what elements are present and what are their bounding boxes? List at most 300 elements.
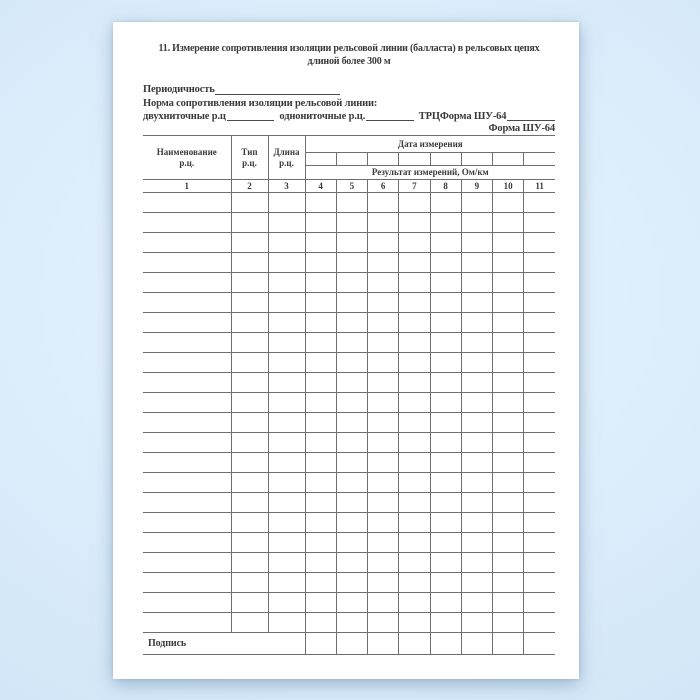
header-length-line1: Длина [273, 146, 300, 157]
column-number: 10 [493, 180, 524, 193]
empty-cell [430, 473, 461, 493]
empty-cell [305, 193, 336, 213]
empty-cell [336, 393, 367, 413]
empty-cell [143, 373, 231, 393]
empty-cell [430, 513, 461, 533]
table-row [143, 553, 555, 573]
empty-cell [524, 253, 555, 273]
empty-cell [430, 433, 461, 453]
empty-cell [268, 253, 305, 273]
empty-cell [305, 393, 336, 413]
empty-cell [231, 393, 268, 413]
empty-cell [268, 593, 305, 613]
empty-cell [368, 193, 399, 213]
empty-cell [336, 373, 367, 393]
empty-cell [231, 373, 268, 393]
table-row [143, 433, 555, 453]
empty-cell [143, 453, 231, 473]
empty-cell [493, 353, 524, 373]
empty-cell [524, 213, 555, 233]
empty-cell [430, 613, 461, 633]
empty-cell [524, 273, 555, 293]
empty-cell [368, 273, 399, 293]
empty-cell [430, 453, 461, 473]
column-number: 2 [231, 180, 268, 193]
empty-cell [143, 533, 231, 553]
empty-cell [368, 553, 399, 573]
empty-cell [143, 573, 231, 593]
empty-cell [493, 333, 524, 353]
empty-cell [430, 253, 461, 273]
empty-cell [336, 213, 367, 233]
empty-cell [399, 333, 430, 353]
empty-cell [368, 413, 399, 433]
empty-cell [430, 573, 461, 593]
empty-cell [268, 273, 305, 293]
empty-cell [268, 193, 305, 213]
empty-cell [461, 613, 492, 633]
empty-cell [143, 393, 231, 413]
empty-cell [231, 493, 268, 513]
empty-cell [143, 193, 231, 213]
empty-cell [461, 413, 492, 433]
empty-cell [368, 613, 399, 633]
signature-row [143, 633, 555, 655]
empty-cell [143, 473, 231, 493]
empty-cell [368, 233, 399, 253]
table-row [143, 313, 555, 333]
empty-cell [143, 613, 231, 633]
empty-cell [305, 513, 336, 533]
empty-cell [493, 613, 524, 633]
empty-cell [231, 313, 268, 333]
periodicity-blank-line [215, 83, 340, 95]
empty-cell [524, 413, 555, 433]
empty-cell [399, 433, 430, 453]
column-number: 9 [461, 180, 492, 193]
empty-cell [231, 193, 268, 213]
empty-cell [430, 553, 461, 573]
empty-cell [268, 233, 305, 253]
empty-cell [399, 233, 430, 253]
table-row [143, 293, 555, 313]
empty-cell [336, 413, 367, 433]
empty-cell [305, 373, 336, 393]
empty-cell [399, 573, 430, 593]
empty-cell [524, 313, 555, 333]
empty-cell [268, 613, 305, 633]
empty-cell [368, 373, 399, 393]
norm-values-line [143, 110, 555, 123]
empty-cell [336, 193, 367, 213]
empty-cell [399, 253, 430, 273]
empty-cell [305, 293, 336, 313]
empty-cell [430, 213, 461, 233]
empty-cell [493, 253, 524, 273]
empty-cell [268, 433, 305, 453]
document-page [113, 22, 579, 679]
empty-cell [430, 233, 461, 253]
empty-cell [430, 493, 461, 513]
empty-cell [368, 593, 399, 613]
page-title [143, 43, 555, 68]
empty-cell [336, 353, 367, 373]
empty-cell [493, 293, 524, 313]
empty-cell [493, 493, 524, 513]
date-entry-cell [493, 153, 524, 166]
empty-cell [231, 433, 268, 453]
trc-form-label: ТРЦФорма ШУ-64 [418, 111, 507, 122]
empty-cell [336, 473, 367, 493]
header-row-top [143, 136, 555, 153]
empty-cell [399, 533, 430, 553]
empty-cell [524, 373, 555, 393]
date-entry-cell [430, 153, 461, 166]
empty-cell [430, 273, 461, 293]
empty-cell [524, 433, 555, 453]
table-row [143, 473, 555, 493]
empty-cell [524, 493, 555, 513]
column-number: 3 [268, 180, 305, 193]
empty-cell [461, 393, 492, 413]
empty-cell [305, 453, 336, 473]
empty-cell [461, 293, 492, 313]
table-row [143, 493, 555, 513]
empty-cell [493, 573, 524, 593]
empty-cell [493, 553, 524, 573]
header-type-line1: Тип [241, 146, 258, 157]
empty-cell [430, 293, 461, 313]
date-entry-cell [461, 153, 492, 166]
signature-empty-cell [493, 633, 524, 655]
empty-cell [143, 273, 231, 293]
column-number: 6 [368, 180, 399, 193]
empty-cell [368, 333, 399, 353]
page-content [113, 22, 579, 655]
empty-cell [231, 593, 268, 613]
empty-cell [399, 393, 430, 413]
signature-empty-cell [399, 633, 430, 655]
header-name-line2: р.ц. [179, 157, 195, 168]
empty-cell [461, 253, 492, 273]
empty-cell [143, 433, 231, 453]
empty-cell [524, 233, 555, 253]
empty-cell [368, 353, 399, 373]
empty-cell [524, 533, 555, 553]
empty-cell [368, 533, 399, 553]
empty-cell [336, 273, 367, 293]
header-type-rc [231, 136, 268, 180]
empty-cell [336, 253, 367, 273]
empty-cell [305, 433, 336, 453]
empty-cell [336, 613, 367, 633]
empty-cell [493, 533, 524, 553]
table-row [143, 573, 555, 593]
empty-cell [268, 573, 305, 593]
empty-cell [336, 573, 367, 593]
empty-cell [231, 293, 268, 313]
empty-cell [524, 333, 555, 353]
empty-cell [231, 473, 268, 493]
empty-cell [305, 253, 336, 273]
column-number: 4 [305, 180, 336, 193]
empty-cell [231, 233, 268, 253]
empty-cell [430, 393, 461, 413]
empty-cell [430, 313, 461, 333]
one-thread-label: однониточные р.ц. [279, 111, 366, 122]
empty-cell [524, 593, 555, 613]
empty-cell [430, 333, 461, 353]
periodicity-line [143, 83, 555, 96]
empty-cell [399, 593, 430, 613]
empty-cell [399, 473, 430, 493]
empty-cell [231, 533, 268, 553]
empty-cell [399, 353, 430, 373]
empty-cell [143, 253, 231, 273]
signature-label: Подпись [143, 633, 305, 655]
empty-cell [305, 533, 336, 553]
table-row [143, 373, 555, 393]
empty-cell [268, 293, 305, 313]
trc-blank-line [507, 120, 555, 121]
empty-cell [461, 533, 492, 553]
column-number: 1 [143, 180, 231, 193]
empty-cell [143, 293, 231, 313]
empty-cell [368, 213, 399, 233]
empty-cell [305, 413, 336, 433]
column-number: 7 [399, 180, 430, 193]
empty-cell [524, 513, 555, 533]
empty-cell [368, 393, 399, 413]
empty-cell [336, 313, 367, 333]
empty-cell [461, 573, 492, 593]
empty-cell [368, 433, 399, 453]
empty-cell [461, 373, 492, 393]
empty-cell [268, 353, 305, 373]
header-name-line1: Наименование [156, 146, 217, 157]
empty-cell [336, 453, 367, 473]
header-result-span: Результат измерений, Ом/км [305, 166, 555, 180]
empty-cell [231, 253, 268, 273]
empty-cell [368, 293, 399, 313]
empty-cell [430, 373, 461, 393]
empty-cell [461, 313, 492, 333]
empty-cell [368, 493, 399, 513]
empty-cell [336, 513, 367, 533]
empty-cell [368, 453, 399, 473]
title-line-1: 11. Измерение сопротивления изоляции рельсовой линии (балласта) в рельсовых цепях [158, 43, 540, 54]
empty-cell [231, 613, 268, 633]
empty-cell [493, 393, 524, 413]
empty-cell [268, 213, 305, 233]
table-row [143, 193, 555, 213]
empty-cell [524, 393, 555, 413]
table-row [143, 513, 555, 533]
empty-cell [493, 453, 524, 473]
empty-cell [336, 493, 367, 513]
empty-cell [268, 313, 305, 333]
empty-cell [268, 413, 305, 433]
empty-cell [430, 533, 461, 553]
empty-cell [368, 573, 399, 593]
table-row [143, 453, 555, 473]
empty-cell [399, 413, 430, 433]
empty-cell [305, 213, 336, 233]
empty-cell [336, 233, 367, 253]
empty-cell [305, 613, 336, 633]
empty-cell [461, 593, 492, 613]
signature-empty-cell [305, 633, 336, 655]
empty-cell [461, 193, 492, 213]
empty-cell [493, 593, 524, 613]
empty-cell [143, 513, 231, 533]
empty-cell [524, 453, 555, 473]
header-name-rc [143, 136, 231, 180]
empty-cell [336, 433, 367, 453]
empty-cell [268, 533, 305, 553]
empty-cell [368, 513, 399, 533]
empty-cell [461, 273, 492, 293]
empty-cell [268, 333, 305, 353]
empty-cell [368, 313, 399, 333]
empty-cell [461, 333, 492, 353]
empty-cell [143, 233, 231, 253]
empty-cell [268, 553, 305, 573]
empty-cell [399, 313, 430, 333]
empty-cell [336, 333, 367, 353]
empty-cell [461, 553, 492, 573]
empty-cell [399, 293, 430, 313]
column-numbers-row [143, 180, 555, 193]
empty-cell [524, 473, 555, 493]
empty-cell [524, 613, 555, 633]
empty-cell [143, 593, 231, 613]
table-row [143, 613, 555, 633]
empty-cell [336, 553, 367, 573]
date-entry-cell [524, 153, 555, 166]
empty-cell [493, 233, 524, 253]
empty-cell [493, 273, 524, 293]
empty-cell [231, 413, 268, 433]
empty-cell [231, 273, 268, 293]
empty-cell [524, 193, 555, 213]
empty-cell [399, 493, 430, 513]
empty-cell [268, 453, 305, 473]
table-row [143, 333, 555, 353]
signature-empty-cell [461, 633, 492, 655]
empty-cell [336, 533, 367, 553]
empty-cell [399, 613, 430, 633]
empty-cell [399, 553, 430, 573]
empty-cell [461, 433, 492, 453]
date-entry-cell [368, 153, 399, 166]
form-code-label: Форма ШУ-64 [488, 123, 555, 134]
table-row [143, 393, 555, 413]
empty-cell [461, 233, 492, 253]
table-row [143, 353, 555, 373]
empty-cell [268, 373, 305, 393]
signature-empty-cell [368, 633, 399, 655]
empty-cell [461, 213, 492, 233]
header-length-line2: р.ц. [279, 157, 294, 168]
empty-cell [268, 473, 305, 493]
table-row [143, 593, 555, 613]
empty-cell [231, 213, 268, 233]
empty-cell [305, 353, 336, 373]
empty-cell [305, 573, 336, 593]
header-length-rc [268, 136, 305, 180]
table-row [143, 533, 555, 553]
empty-cell [493, 213, 524, 233]
empty-cell [305, 593, 336, 613]
empty-cell [399, 273, 430, 293]
empty-cell [493, 313, 524, 333]
empty-cell [399, 513, 430, 533]
empty-cell [305, 553, 336, 573]
empty-cell [231, 333, 268, 353]
periodicity-label: Периодичность [143, 84, 215, 95]
empty-cell [430, 413, 461, 433]
empty-cell [305, 473, 336, 493]
empty-cell [231, 513, 268, 533]
empty-cell [143, 213, 231, 233]
empty-cell [461, 513, 492, 533]
empty-cell [493, 373, 524, 393]
header-date-span: Дата измерения [305, 136, 555, 153]
empty-cell [368, 253, 399, 273]
column-number: 11 [524, 180, 555, 193]
empty-cell [305, 313, 336, 333]
empty-cell [143, 553, 231, 573]
empty-cell [493, 413, 524, 433]
empty-cell [231, 353, 268, 373]
table-row [143, 213, 555, 233]
empty-cell [368, 473, 399, 493]
empty-cell [399, 193, 430, 213]
signature-empty-cell [430, 633, 461, 655]
header-type-line2: р.ц. [242, 157, 257, 168]
empty-cell [430, 353, 461, 373]
empty-cell [143, 313, 231, 333]
empty-cell [493, 433, 524, 453]
signature-empty-cell [336, 633, 367, 655]
column-number: 8 [430, 180, 461, 193]
table-row [143, 253, 555, 273]
empty-cell [493, 193, 524, 213]
empty-cell [524, 573, 555, 593]
empty-cell [231, 553, 268, 573]
empty-cell [305, 493, 336, 513]
empty-cell [268, 513, 305, 533]
empty-cell [461, 493, 492, 513]
empty-cell [268, 393, 305, 413]
empty-cell [143, 413, 231, 433]
empty-cell [524, 553, 555, 573]
empty-cell [493, 513, 524, 533]
empty-cell [399, 213, 430, 233]
empty-cell [399, 453, 430, 473]
column-number: 5 [336, 180, 367, 193]
empty-cell [493, 473, 524, 493]
empty-cell [336, 293, 367, 313]
empty-cell [336, 593, 367, 613]
title-line-2: длиной более 300 м [307, 55, 391, 67]
empty-cell [461, 473, 492, 493]
empty-cell [430, 193, 461, 213]
date-entry-cell [336, 153, 367, 166]
date-entry-cell [399, 153, 430, 166]
empty-cell [461, 453, 492, 473]
